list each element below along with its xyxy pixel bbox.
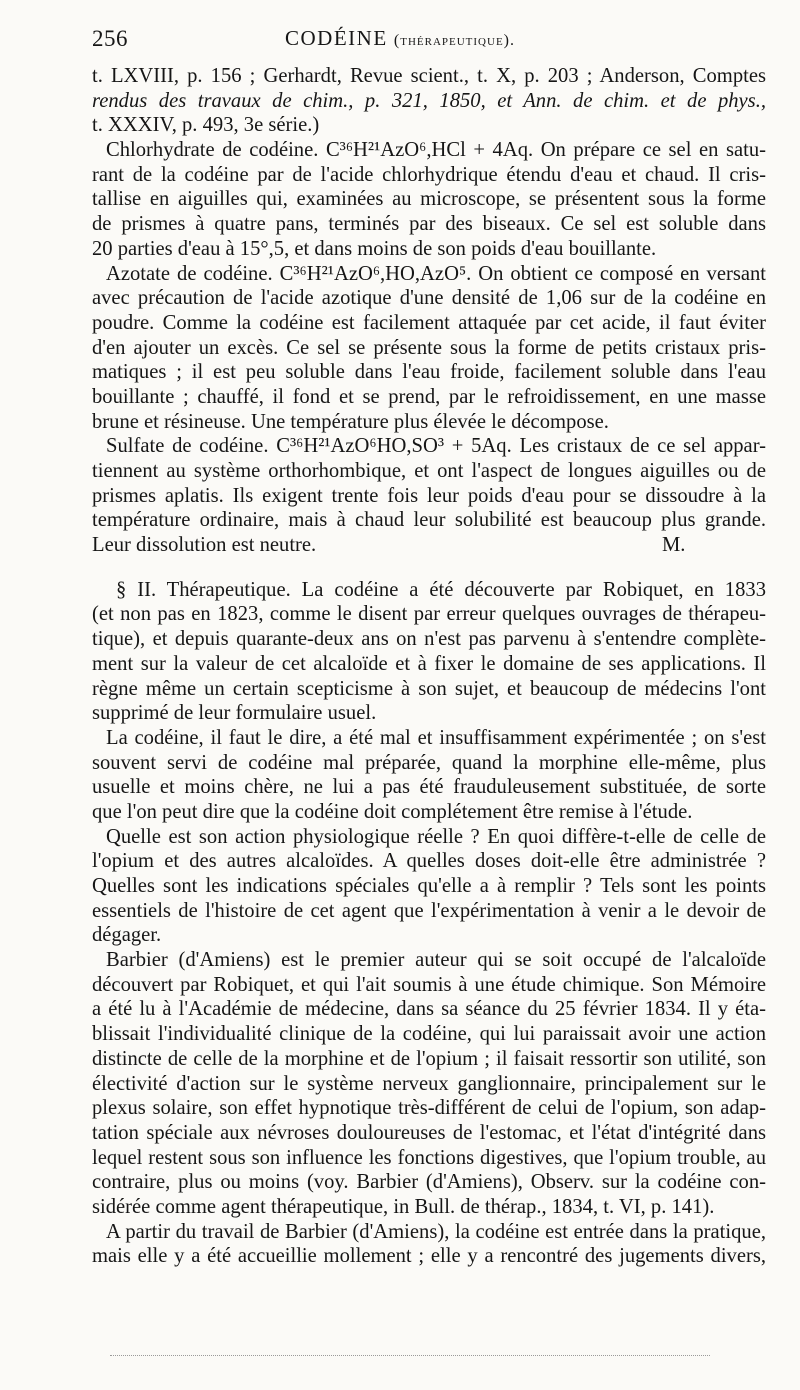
running-header: [0, 0, 800, 60]
text-line: Quelle est son action physiologique réelle ? En quoi diffère-t-elle de celle de: [106, 825, 766, 848]
text-line: La codéine, il faut le dire, a été mal et insuffisamment expérimentée ; on s'est: [106, 726, 766, 749]
references-paragraph: [92, 64, 766, 138]
text-line: A partir du travail de Barbier (d'Amiens), la codéine est entrée dans la pratique,: [106, 1220, 766, 1243]
text-line: règne même un certain scepticisme à son sujet, et beaucoup de médecins l'ont: [92, 677, 766, 700]
text-line: usuelle et moins chère, ne lui a pas été frauduleusement substituée, de sorte: [92, 776, 766, 799]
chlorhydrate-paragraph: [92, 138, 766, 261]
paragraph: [92, 948, 766, 1220]
text-line: bouillante ; chauffé, il fond et se prend, par le refroidissement, en une masse: [92, 385, 766, 408]
text-line: l'opium et des autres alcaloïdes. A quelles doses doit-elle être administrée ?: [92, 850, 766, 873]
text-line: poudre. Comme la codéine est facilement attaquée par cet acide, il faut éviter: [92, 311, 766, 334]
text-line: contraire, plus ou moins (voy. Barbier (d'Amiens), Observ. sur la codéine con-: [92, 1171, 766, 1194]
text-segment: Leur dissolution est neutre.: [92, 534, 317, 557]
bottom-rule: [110, 1355, 710, 1356]
paragraph: [92, 726, 766, 825]
text-line: (et non pas en 1823, comme le disent par erreur quelques ouvrages de thérapeu-: [92, 603, 766, 626]
text-line: 20 parties d'eau à 15°,5, et dans moins de son poids d'eau bouillante.: [92, 237, 657, 260]
sulfate-paragraph: [92, 434, 766, 557]
text-line: Sulfate de codéine. C³⁶H²¹AzO⁶HO,SO³ + 5Aq. Les cristaux de ce sel appar-: [106, 435, 766, 458]
text-line: mais elle y a été accueillie mollement ; elle y a rencontré des jugements divers,: [92, 1245, 766, 1268]
author-signature: M.: [662, 534, 686, 557]
text-line: souvent servi de codéine mal préparée, quand la morphine elle-même, plus: [92, 751, 766, 774]
text-column: [92, 64, 766, 1269]
text-line: t. LXVIII, p. 156 ; Gerhardt, Revue scient., t. X, p. 203 ; Anderson, Comptes: [92, 65, 766, 87]
therapeutique-section: [92, 578, 766, 726]
text-line: dégager.: [92, 924, 162, 947]
text-line: Chlorhydrate de codéine. C³⁶H²¹AzO⁶,HCl + 4Aq. On prépare ce sel en satu-: [106, 139, 766, 162]
text-line: blissait l'individualité clinique de la codéine, qui lui paraissait avoir une action: [92, 1023, 766, 1046]
text-line: ment sur la valeur de cet alcaloïde et à fixer le domaine de ses applications. Il: [92, 652, 766, 675]
text-line: Azotate de codéine. C³⁶H²¹AzO⁶,HO,AzO⁵. On obtient ce composé en versant: [106, 262, 766, 285]
text-line: tation spéciale aux névroses douloureuses de l'estomac, et l'état d'intégrité dans: [92, 1121, 766, 1144]
text-line: température ordinaire, mais à chaud leur solubilité est beaucoup plus grande.: [92, 509, 766, 532]
running-title-main: CODÉINE: [285, 26, 388, 50]
text-line: rant de la codéine par de l'acide chlorhydrique étendu d'eau et chaud. Il cris-: [92, 163, 766, 186]
text-line: [92, 533, 766, 558]
text-line: tique), et depuis quarante-deux ans on n'est pas parvenu à s'entendre complète-: [92, 628, 766, 651]
text-line: que l'on peut dire que la codéine doit complétement être remise à l'étude.: [92, 800, 693, 823]
running-title: [0, 26, 800, 51]
text-line: de prismes à quatre pans, terminés par des biseaux. Ce sel est soluble dans: [92, 213, 766, 236]
text-line: matiques ; il est peu soluble dans l'eau froide, facilement soluble dans l'eau: [92, 361, 766, 384]
section-heading-line: § II. Thérapeutique. La codéine a été découverte par Robiquet, en 1833: [116, 578, 766, 601]
text-line: découvert par Robiquet, et qui l'ait soumis à une étude chimique. Son Mémoire: [92, 973, 766, 996]
text-line: a été lu à l'Académie de médecine, dans sa séance du 25 février 1834. Il y éta-: [92, 998, 766, 1021]
text-line: plexus solaire, son effet hypnotique très-différent de celui de l'opium, son adap-: [92, 1097, 766, 1120]
text-line: brune et résineuse. Une température plus élevée le décompose.: [92, 410, 609, 433]
text-line: tiennent au système orthorhombique, et ont l'aspect de longues aiguilles ou de: [92, 460, 766, 482]
text-line: prismes aplatis. Ils exigent trente fois leur poids d'eau pour se dissoudre à la: [92, 484, 766, 507]
text-line: tallise en aiguilles qui, examinées au microscope, se présentent sous la forme: [92, 188, 766, 211]
text-line: avec précaution de l'acide azotique d'une densité de 1,06 sur de la codéine en: [92, 287, 766, 310]
paragraph: [92, 1220, 766, 1269]
text-line: Quelles sont les indications spéciales qu'elle a à remplir ? Tels sont les points: [92, 875, 766, 897]
azotate-paragraph: [92, 262, 766, 435]
text-line: essentiels de l'histoire de cet agent que l'expérimentation à venir a le devoir de: [92, 899, 766, 922]
running-title-sub: (thérapeutique).: [393, 32, 515, 49]
text-line: Barbier (d'Amiens) est le premier auteur qui se soit occupé de l'alcaloïde: [106, 949, 766, 972]
text-line: t. XXXIV, p. 493, 3e série.): [92, 114, 320, 137]
text-line: sidérée comme agent thérapeutique, in Bull. de thérap., 1834, t. VI, p. 141).: [92, 1195, 715, 1218]
page-number: 256: [92, 26, 128, 51]
text-line: d'en ajouter un excès. Ce sel se présente sous la forme de petits cristaux pris-: [92, 336, 766, 359]
paragraph: [92, 825, 766, 948]
text-line: électivité d'action sur le système nerveux ganglionnaire, principalement sur le: [92, 1072, 766, 1095]
text-line: lequel restent sous son influence les fonctions digestives, que l'opium trouble, au: [92, 1146, 766, 1169]
text-line: distincte de celle de la morphine et de l'opium ; il faisait ressortir son utilité, son: [92, 1047, 766, 1070]
text-line: rendus des travaux de chim., p. 321, 1850, et Ann. de chim. et de phys.,: [92, 89, 766, 112]
text-line: supprimé de leur formulaire usuel.: [92, 702, 377, 725]
